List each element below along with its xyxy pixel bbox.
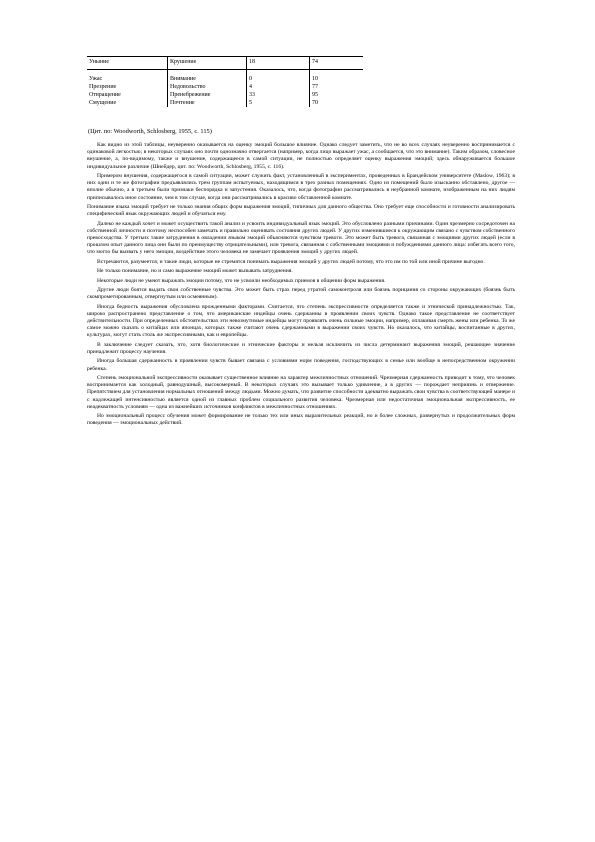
body-text xyxy=(87,142,515,430)
paragraph: Далеко не каждый хочет и может осуществить такой анализ и усвоить индивидуальный язык эмоций. Это обусловлено разными причинами. Один чрезмерно сосредоточен на собственной личности и поэтому неспособен замечать и правильно оценивать состояния других людей. У других изменившиеся к окружающим связано с чувством собственного превосходства. У третьих такие затруднения в овладении языком эмоций объясняются чувством тревоги. Это может быть тревога, связанная с эмоциями других людей (если в прошлом опыт данного лица они были по преимуществу отрицательными), или тревога, связанная с собственными эмоциями и побуждениями данного лица: избегать всего того, что могло бы вызвать у него эмоции, воздействие этого человека не замечает проявления эмоций у других людей. xyxy=(87,220,515,256)
table-cell: Уныние xyxy=(87,57,168,70)
table-cell: Почтение xyxy=(168,99,247,107)
table-row xyxy=(87,91,363,99)
table-cell: 0 xyxy=(247,75,310,83)
table-cell: 70 xyxy=(312,100,318,106)
table-row xyxy=(87,83,363,91)
paragraph: Встречаются, разумеется, и такие люди, которые не стремятся понимать выражения эмоций у других людей потому, что это им по той или иной причине выгодно. xyxy=(97,258,485,265)
table-cell: Внимание xyxy=(168,75,247,83)
table-row xyxy=(87,75,363,83)
emotion-table xyxy=(87,56,363,107)
table-cell: 33 xyxy=(247,91,310,99)
table-cell: 74 xyxy=(310,57,364,70)
table-cell: Недовольство xyxy=(168,83,247,91)
table-cell: 95 xyxy=(312,92,318,98)
table-cell: Пренебрежение xyxy=(168,91,247,99)
table-cell: Ужас xyxy=(87,75,168,83)
table-cell: 18 xyxy=(247,57,310,70)
table-cell: Смущение xyxy=(87,99,168,107)
table-cell: Презрение xyxy=(87,83,168,91)
table-header-row xyxy=(87,57,363,70)
paragraph: Понимание языка эмоций требует не только знания общих форм выражения эмоций, типичных для данного общества. Оно требует еще способности и готовности анализировать специфический язык окружающих людей и обучаться ему. xyxy=(87,204,515,218)
paragraph: Как видно из этой таблицы, неуверенно оказывается на оценку эмоций большое влияние. Однако следует заметить, что не во всех случаях неуверенно воспринимается с одинаковой легкостью; в некоторых случаях оно почти однозначно отвергается (например, когда лицо выражает ужас, а сообщается, что это внимание). Таким образом, словесное внушение, а, по-видимому, также и внушение, содержащееся в самой ситуации, не полностью определяет оценку выражения эмоций; здесь обнаруживается большое индивидуальное различие (Шнейдер, цит. по: Woodworth, Schlosberg, 1955, с. 116). xyxy=(87,142,515,170)
table-cell: 5 xyxy=(247,99,310,107)
paragraph: Не только понимание, но и само выражение эмоций может вызывать затруднения. xyxy=(97,268,293,275)
table-cell: 10 xyxy=(312,76,318,82)
paragraph: Иногда бедность выражения обусловлена врожденными факторами. Считается, что степень экспрессивности определяется также и этнической принадлежностью. Так, широко распространено представление о том, что американские индейцы очень сдержанны в проявлении своих чувств. Однако такое представление не соответствует действительности. При определенных обстоятельствах эти невозмутимые индейцы могут проявлять очень сильные эмоции, например, оплакивая смерть жены или ребенка. То же самое можно сказать о китайцах или японцах, которых также считают очень сдержанными в выражении своих чувств. Но оказалось, что китайцы, воспитанные в других, культурах, могут стать столь же экспрессивными, как и европейцы. xyxy=(87,303,515,339)
table-source-citation: (Цит. по: Woodworth, Schlosberg, 1955, с. 115) xyxy=(88,128,212,135)
table-cell: 4 xyxy=(247,83,310,91)
paragraph: Степень эмоциональной экспрессивности оказывает существенное влияние на характер межличностных отношений. Чрезмерная сдержанность приводит к тому, что человек воспринимается как холодный, равнодушный, высокомерный. В некоторых случаях это вызывает только удивление, а в других — порождает неприязнь и отвержение. Препятствием для установления нормальных отношений между людьми. Можно думать, что развитие способности адекватно выражать свои чувства в соответствующей манере и с надлежащей интенсивностью является одной из главных проблем социального развития человека. Чрезмерная или недостаточная эмоциональная экспрессивность, ее неадекватность условиям — одна из важнейших источников конфликтов в межличностных отношениях. xyxy=(87,374,515,410)
table-cell: Отвращение xyxy=(87,91,168,99)
paragraph: В заключение следует сказать, что, хотя биологические и этнические факторы и нельзя исключить из числа детерминант выражения эмоций, решающее значение принадлежит процессу научения. xyxy=(87,341,515,355)
table-row xyxy=(87,99,363,107)
paragraph: Но эмоциональный процесс обучения может формирование не только тех или иных выразительных реакций, но и более сложных, развернутых и продолжительных форм поведения — эмоциональных действий. xyxy=(87,413,515,427)
paragraph: Другие люди боятся выдать свои собственные чувства. Это может быть страх перед утратой самоконтроля или боязнь порицания со стороны окружающих (боязнь быть скомпрометированным, отвергнутым или осмеянным). xyxy=(87,286,515,301)
paragraph: Некоторые люди не умеют выражать эмоции потому, что не усвоили необходимых приемов в общении форм выражения. xyxy=(97,277,386,284)
paragraph: Примером внушения, содержащегося в самой ситуации, может служить факт, установленный в экспериментах, проведенных в Брандейском университете (Maslow, 1963); в них одни и те же фотографии предъявлялись трем группам испытуемых, находящимся в трех разных помещениях. Одно из помещений было изысканно обставлено, другое — вполне обычно, а в третьем были признаки беспорядка и запустения. Оказалось, что, когда фотографии рассматривались в неубранной комнате, изображенным на них людям приписывалось иное состояние, чем в том случае, когда они рассматривались в красиво обставленной комнате. xyxy=(87,173,515,201)
paragraph: Иногда большая сдержанность в проявлении чувств бывает связана с условиями норм поведения, господствующих в семье или вообще в непосредственном окружении ребенка. xyxy=(87,358,515,372)
table-cell: Крушение xyxy=(168,57,247,70)
table-cell: 77 xyxy=(312,84,318,90)
